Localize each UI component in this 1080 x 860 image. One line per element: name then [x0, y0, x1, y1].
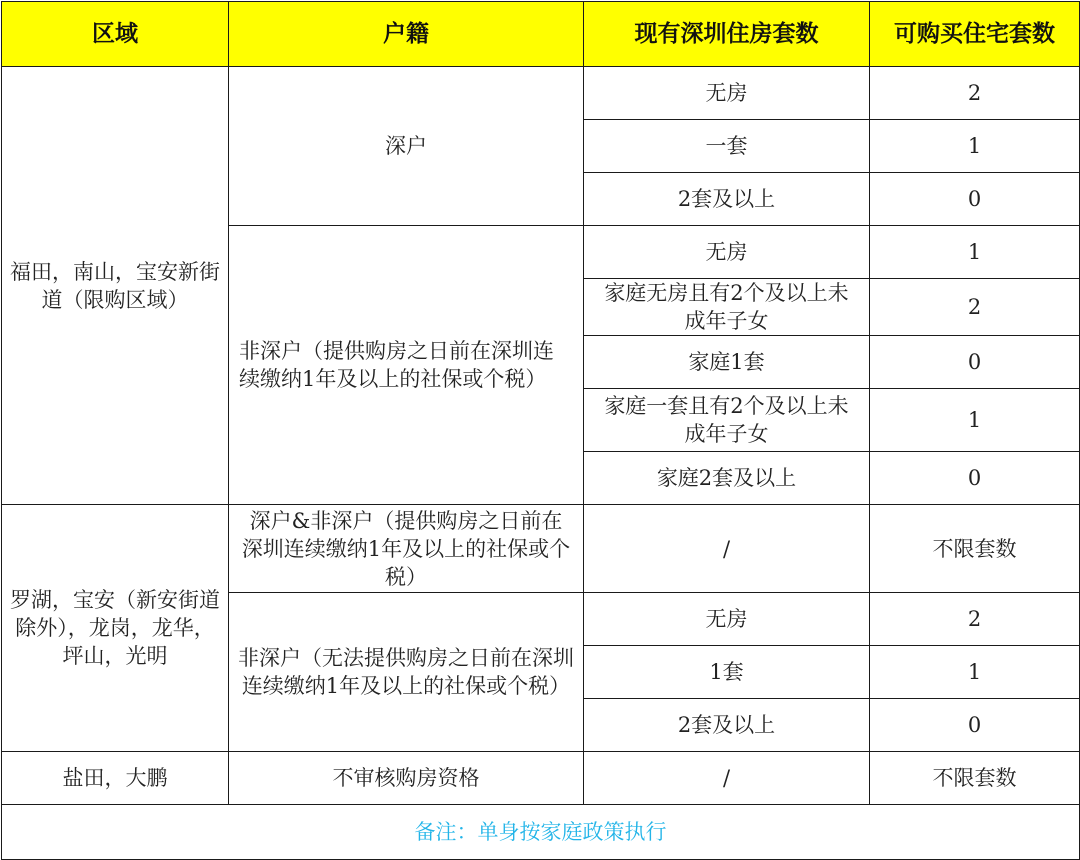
hukou-text: 非深户（无法提供购房之日前在深圳连续缴纳1年及以上的社保或个税） — [238, 646, 574, 698]
buyable-cell: 不限套数 — [870, 505, 1080, 593]
buyable-cell: 1 — [870, 226, 1080, 279]
hukou-cell: 深户 — [229, 67, 584, 226]
table-row — [2, 505, 1080, 593]
existing-cell: / — [584, 752, 870, 805]
housing-policy-table — [1, 1, 1080, 860]
region-cell: 福田，南山，宝安新街道（限购区域） — [2, 67, 229, 505]
hukou-text: 深户&非深户（提供购房之日前在深圳连续缴纳1年及以上的社保或个税） — [241, 508, 571, 589]
existing-cell: 无房 — [584, 226, 870, 279]
region-cell: 罗湖，宝安（新安街道除外），龙岗，龙华，坪山，光明 — [2, 505, 229, 752]
existing-cell: 2套及以上 — [584, 699, 870, 752]
header-buyable-homes: 可购买住宅套数 — [870, 2, 1080, 67]
buyable-cell: 2 — [870, 67, 1080, 120]
existing-cell: 家庭1套 — [584, 336, 870, 389]
buyable-cell: 1 — [870, 389, 1080, 452]
buyable-cell: 1 — [870, 646, 1080, 699]
buyable-cell: 0 — [870, 336, 1080, 389]
existing-cell — [584, 279, 870, 336]
buyable-cell: 2 — [870, 279, 1080, 336]
existing-cell — [584, 389, 870, 452]
existing-text: 家庭无房且有2个及以上未成年子女 — [604, 281, 849, 333]
table-row — [2, 752, 1080, 805]
header-region: 区域 — [2, 2, 229, 67]
hukou-text: 非深户（提供购房之日前在深圳连续缴纳1年及以上的社保或个税） — [239, 339, 554, 391]
note-row — [2, 805, 1080, 860]
existing-cell: 2套及以上 — [584, 173, 870, 226]
footnote: 备注：单身按家庭政策执行 — [2, 805, 1080, 860]
hukou-cell — [229, 505, 584, 593]
buyable-cell: 不限套数 — [870, 752, 1080, 805]
existing-cell: 家庭2套及以上 — [584, 452, 870, 505]
existing-text: 家庭一套且有2个及以上未成年子女 — [604, 394, 849, 446]
existing-cell: 一套 — [584, 120, 870, 173]
existing-cell: 1套 — [584, 646, 870, 699]
hukou-cell: 不审核购房资格 — [229, 752, 584, 805]
existing-cell: / — [584, 505, 870, 593]
buyable-cell: 0 — [870, 699, 1080, 752]
header-hukou: 户籍 — [229, 2, 584, 67]
region-cell: 盐田，大鹏 — [2, 752, 229, 805]
table-row — [2, 67, 1080, 120]
existing-cell: 无房 — [584, 67, 870, 120]
hukou-cell — [229, 226, 584, 505]
buyable-cell: 0 — [870, 173, 1080, 226]
header-row — [2, 2, 1080, 67]
existing-cell: 无房 — [584, 593, 870, 646]
buyable-cell: 0 — [870, 452, 1080, 505]
buyable-cell: 2 — [870, 593, 1080, 646]
buyable-cell: 1 — [870, 120, 1080, 173]
header-existing-homes: 现有深圳住房套数 — [584, 2, 870, 67]
hukou-cell — [229, 593, 584, 752]
